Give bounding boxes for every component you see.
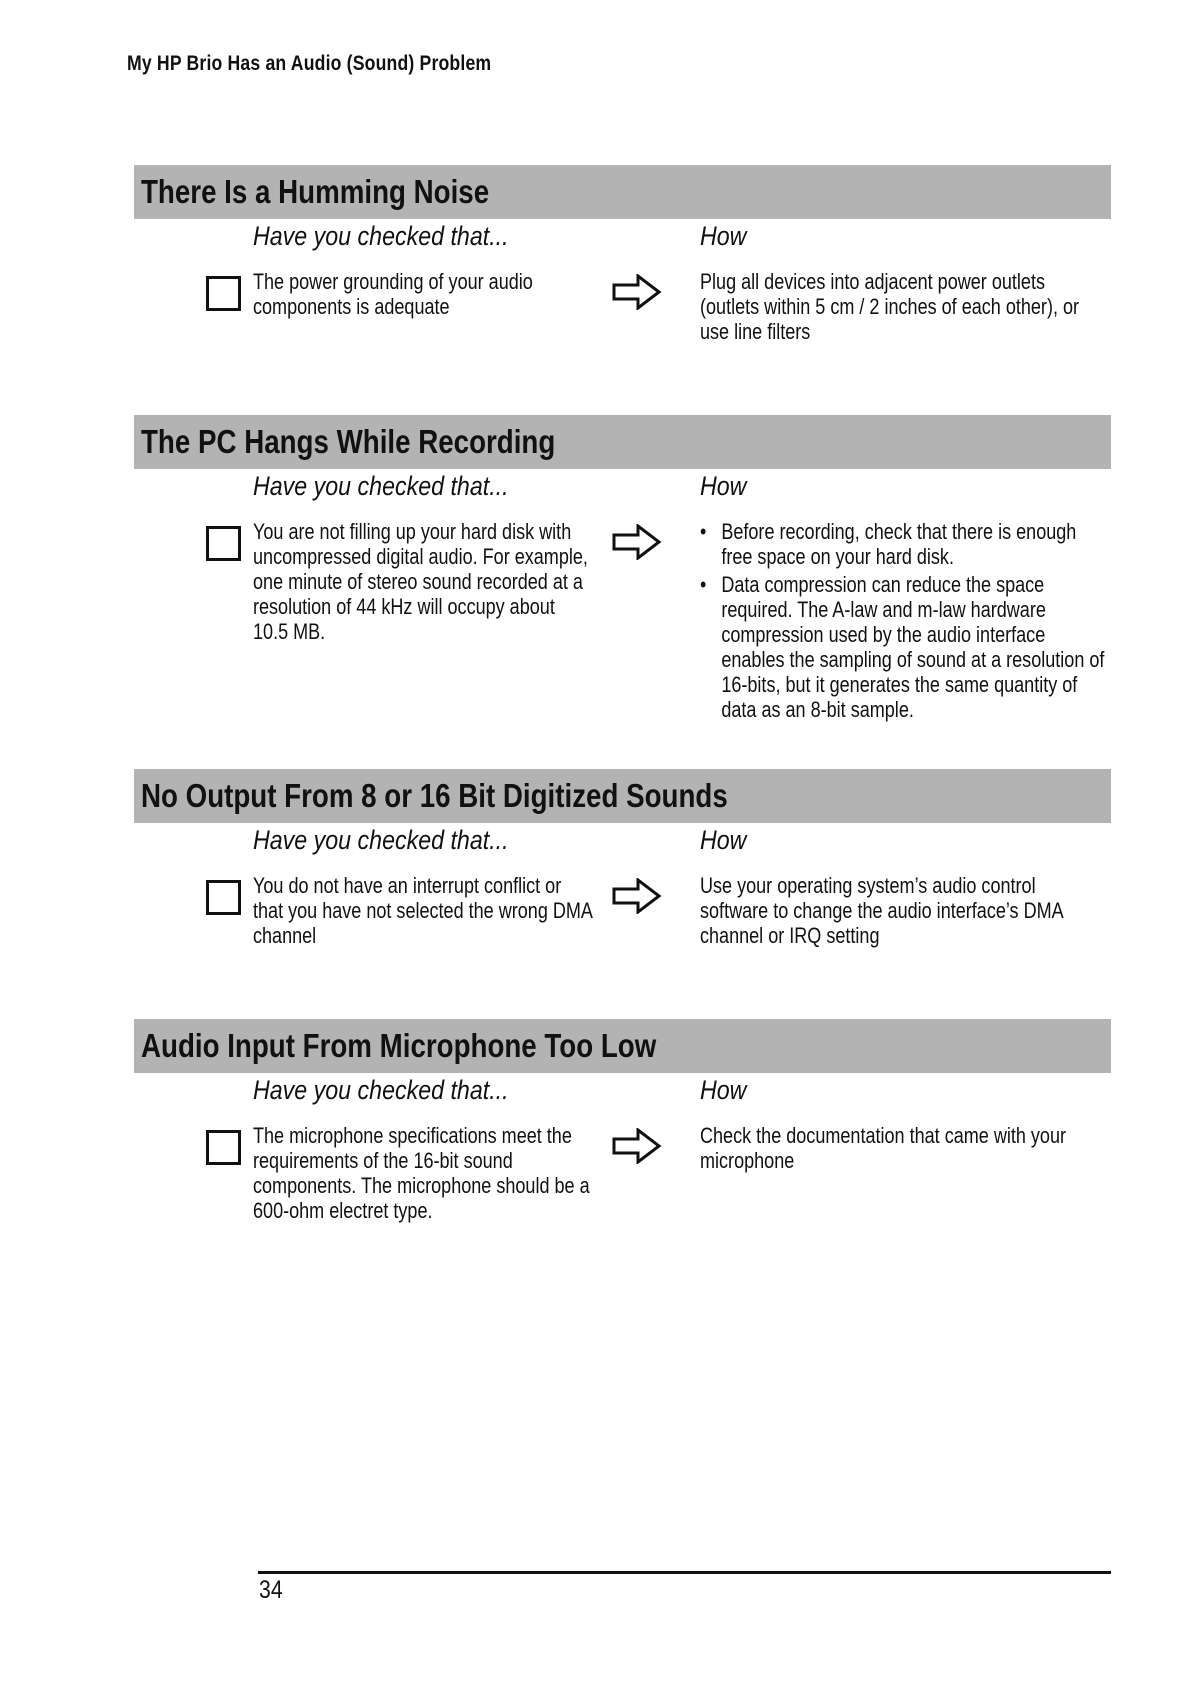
footer-rule: [258, 1571, 1111, 1574]
check-column-header: Have you checked that...: [253, 221, 509, 251]
how-column-header: How: [700, 221, 747, 251]
running-header: My HP Brio Has an Audio (Sound) Problem: [127, 52, 492, 75]
section-title: The PC Hangs While Recording: [141, 423, 556, 460]
check-column-header: Have you checked that...: [253, 1075, 509, 1105]
section-title-band: [134, 769, 1111, 823]
how-text: Check the documentation that came with your microphone: [700, 1123, 1067, 1173]
how-text: Use your operating system’s audio control software to change the audio interface’s DMA channel or IRQ setting: [700, 873, 1063, 948]
check-text: The microphone specifications meet the requirements of the 16-bit sound components. The microphone should be a 600-ohm electret type.: [253, 1123, 590, 1223]
bullet-item: [700, 519, 1108, 569]
how-column-header: How: [700, 825, 747, 855]
section-title: No Output From 8 or 16 Bit Digitized Sounds: [141, 777, 728, 814]
check-text: You do not have an interrupt conflict or that you have not selected the wrong DMA channel: [253, 873, 592, 948]
checkbox[interactable]: [206, 1130, 241, 1165]
arrow-right-icon: [612, 524, 662, 560]
section-title: There Is a Humming Noise: [141, 173, 490, 210]
check-column-header: Have you checked that...: [253, 825, 509, 855]
section-title-band: [134, 165, 1111, 219]
section-mic-too-low: [134, 1019, 1111, 1223]
how-column-header: How: [700, 1075, 747, 1105]
section-humming-noise: [134, 165, 1111, 344]
checkbox[interactable]: [206, 276, 241, 311]
section-title-band: [134, 415, 1111, 469]
bullet-item: [700, 572, 1108, 722]
section-title-band: [134, 1019, 1111, 1073]
page-number: 34: [259, 1576, 283, 1604]
check-column-header: Have you checked that...: [253, 471, 509, 501]
how-column-header: How: [700, 471, 747, 501]
check-text: You are not filling up your hard disk with uncompressed digital audio. For example, one minute of stereo sound recorded at a resolution of 44 kHz will occupy about 10.5 MB.: [253, 519, 588, 644]
section-title: Audio Input From Microphone Too Low: [141, 1027, 657, 1064]
checkbox[interactable]: [206, 880, 241, 915]
arrow-right-icon: [612, 878, 662, 914]
section-no-output: [134, 769, 1111, 948]
how-text: Plug all devices into adjacent power outlets (outlets within 5 cm / 2 inches of each other), or use line filters: [700, 269, 1080, 344]
section-pc-hangs: [134, 415, 1111, 722]
bullet-text: Before recording, check that there is enough free space on your hard disk.: [721, 519, 1077, 569]
bullet-icon: •: [700, 572, 707, 597]
how-bullet-list: [700, 519, 1108, 722]
bullet-icon: •: [700, 519, 707, 544]
arrow-right-icon: [612, 1128, 662, 1164]
checkbox[interactable]: [206, 526, 241, 561]
check-text: The power grounding of your audio components is adequate: [253, 269, 533, 319]
arrow-right-icon: [612, 274, 662, 310]
bullet-text: Data compression can reduce the space required. The A-law and m-law hardware compression used by the audio interface enables the sampling of sound at a resolution of 16-bits, but it generates the same quantity of data as an 8-bit sample.: [721, 572, 1105, 722]
